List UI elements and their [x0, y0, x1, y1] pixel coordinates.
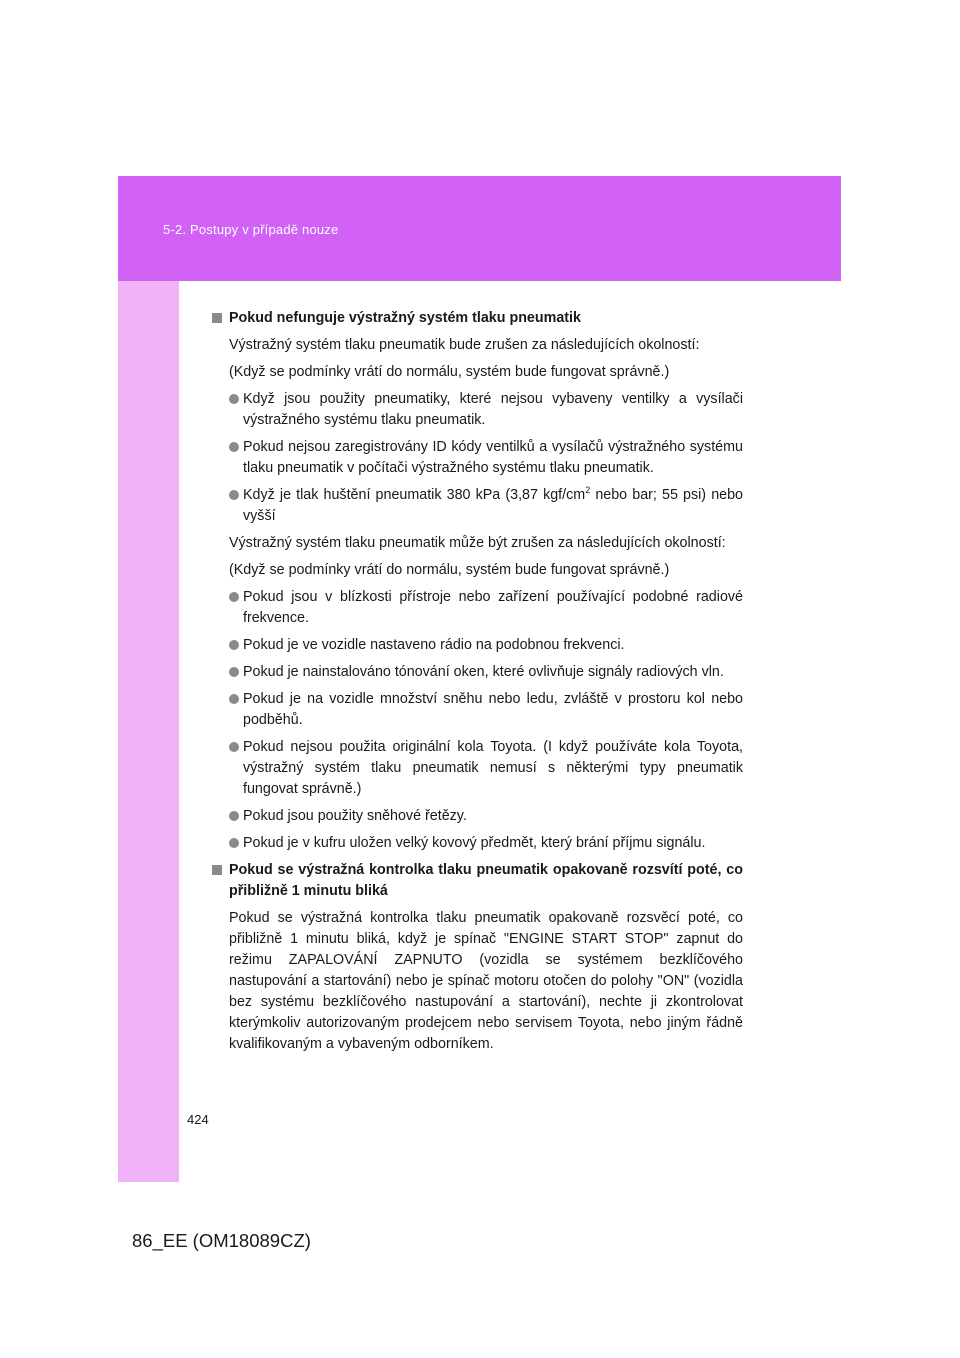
list-item-text: Pokud jsou v blízkosti přístroje nebo zařízení používající podobné radiové frekvence. — [243, 589, 743, 626]
bullet-dot-icon — [229, 394, 239, 404]
list-item — [212, 437, 743, 479]
bullet-dot-icon — [229, 442, 239, 452]
list-item-text: Pokud jsou použity sněhové řetězy. — [243, 808, 467, 824]
side-strip — [118, 281, 179, 1182]
square-bullet-icon — [212, 865, 222, 875]
bullet-dot-icon — [229, 811, 239, 821]
list-item — [212, 662, 743, 683]
list-item — [212, 587, 743, 629]
section2-title: Pokud se výstražná kontrolka tlaku pneumatik opakovaně rozsvítí poté, co přibližně 1 minutu bliká — [229, 862, 743, 899]
list-item — [212, 833, 743, 854]
bullet-dot-icon — [229, 592, 239, 602]
section1-heading — [212, 308, 743, 329]
document-code: 86_EE (OM18089CZ) — [132, 1230, 311, 1251]
bullet-dot-icon — [229, 640, 239, 650]
section1-intro2: Výstražný systém tlaku pneumatik může být zrušen za následujících okolností: — [229, 535, 726, 551]
list-item — [212, 806, 743, 827]
section1-intro: Výstražný systém tlaku pneumatik bude zrušen za následujících okolností: — [229, 337, 700, 353]
bullet-dot-icon — [229, 667, 239, 677]
list-item-text: Pokud je na vozidle množství sněhu nebo ledu, zvláště v prostoru kol nebo podběhů. — [243, 691, 743, 728]
list-item-text: Pokud je ve vozidle nastaveno rádio na podobnou frekvenci. — [243, 637, 625, 653]
page-number: 424 — [187, 1112, 209, 1127]
section1-note2: (Když se podmínky vrátí do normálu, systém bude fungovat správně.) — [229, 562, 670, 578]
list-item-text: Pokud je nainstalováno tónování oken, které ovlivňuje signály radiových vln. — [243, 664, 724, 680]
bullet-dot-icon — [229, 490, 239, 500]
pressure-text-after: nebo bar; 55 psi) nebo vyšší — [243, 487, 744, 524]
list-item — [212, 689, 743, 731]
superscript: 2 — [585, 485, 591, 496]
section1-note: (Když se podmínky vrátí do normálu, systém bude fungovat správně.) — [229, 364, 670, 380]
section2-body: Pokud se výstražná kontrolka tlaku pneumatik opakovaně rozsvěcí poté, co přibližně 1 minutu bliká, když je spínač "ENGINE START STOP" zapnut do režimu ZAPALOVÁNÍ ZAPNUTO (vozidla se systémem bezklíčového nastupování a startování) nebo je spínač motoru otočen do polohy "ON" (vozidla bez systému bezklíčového nastupování a startování), nechte ji zkontrolovat kterýmkoliv autorizovaným prodejcem nebo servisem Toyota, nebo jiným řádně kvalifikovaným a vybaveným odborníkem. — [229, 910, 743, 1052]
bullet-dot-icon — [229, 742, 239, 752]
list-item-text: Když jsou použity pneumatiky, které nejsou vybaveny ventilky a vysílači výstražného systému tlaku pneumatik. — [243, 391, 743, 428]
section-title: 5-2. Postupy v případě nouze — [163, 222, 339, 237]
list-item-pressure — [212, 485, 743, 527]
section1-title: Pokud nefunguje výstražný systém tlaku pneumatik — [229, 310, 581, 326]
page-content — [212, 308, 743, 1061]
bullet-dot-icon — [229, 694, 239, 704]
list-item-text: Pokud je v kufru uložen velký kovový předmět, který brání příjmu signálu. — [243, 835, 706, 851]
square-bullet-icon — [212, 313, 222, 323]
section2-heading — [212, 860, 743, 902]
bullet-dot-icon — [229, 838, 239, 848]
pressure-text-before: Když je tlak huštění pneumatik 380 kPa (3,87 kgf/cm — [243, 487, 586, 503]
list-item-text: Pokud nejsou zaregistrovány ID kódy ventilků a vysílačů výstražného systému tlaku pneumatik v počítači výstražného systému tlaku pneumatik. — [243, 439, 743, 476]
list-item — [212, 389, 743, 431]
list-item — [212, 737, 743, 800]
list-item-text: Pokud nejsou použita originální kola Toyota. (I když používáte kola Toyota, výstražný systém tlaku pneumatik nemusí s některými typy pneumatik fungovat správně.) — [243, 739, 743, 797]
list-item — [212, 635, 743, 656]
